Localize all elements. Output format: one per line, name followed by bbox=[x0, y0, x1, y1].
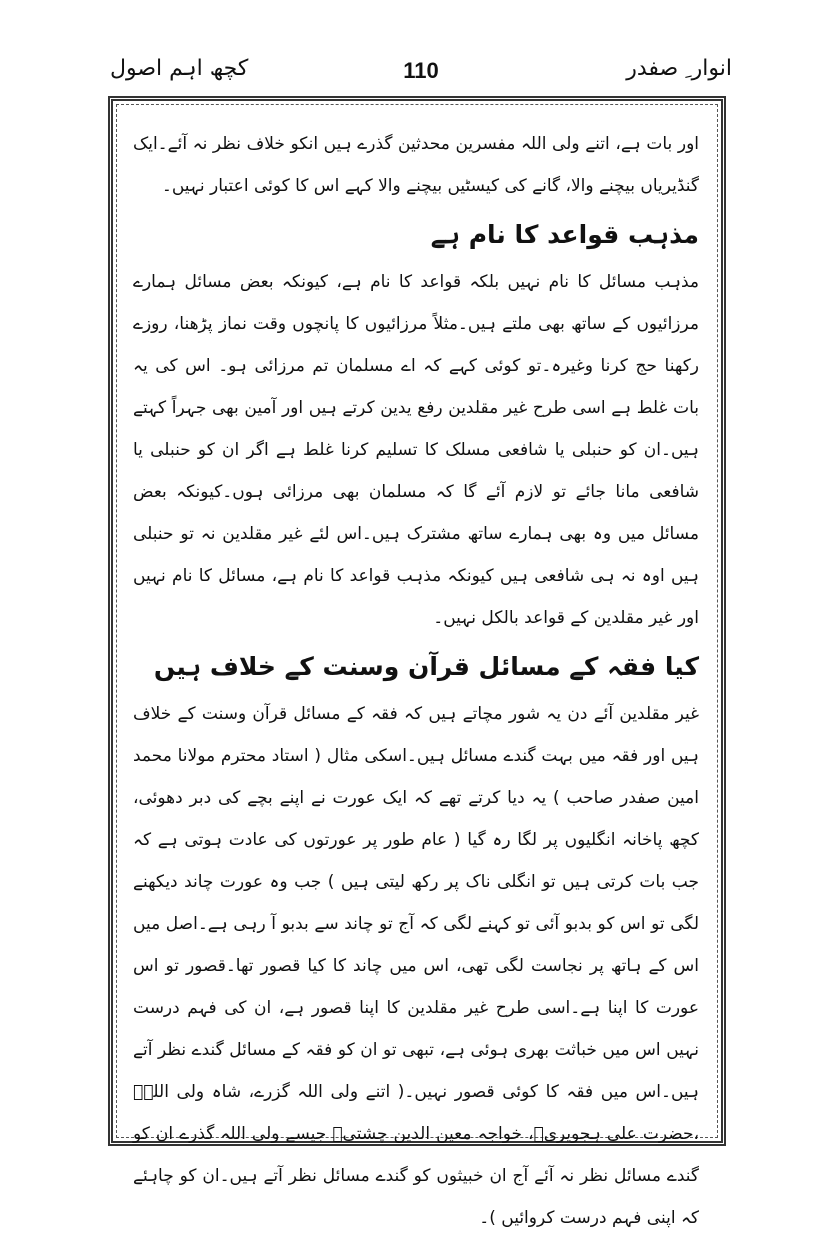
section-heading-madhab: مذہب قواعد کا نام ہے bbox=[430, 220, 699, 249]
page-border-frame bbox=[108, 96, 726, 1228]
page-header bbox=[110, 56, 732, 92]
book-title: انوار ِ صفدر bbox=[626, 56, 732, 81]
page-content bbox=[133, 123, 699, 1239]
chapter-title: کچھ اہم اصول bbox=[110, 56, 249, 81]
section-heading-fiqh: کیا فقہ کے مسائل قرآن وسنت کے خلاف ہیں bbox=[153, 652, 699, 681]
section-paragraph-fiqh: غیر مقلدین آئے دن یہ شور مچاتے ہیں کہ فقہ کے مسائل قرآن وسنت کے خلاف ہیں اور فقہ میں بہت گندے مسائل ہیں۔اسکی مثال ( استاد محترم مولانا محمد امین صفدر صاحب ) یہ دیا کرتے تھے کہ ایک عورت نے اپنے بچے کی دبر دھوئی، کچھ پاخانہ انگلیوں پر لگا رہ گیا ( عام طور پر عورتوں کی عادت ہوتی ہے کہ جب بات کرتی ہیں تو انگلی ناک پر رکھ لیتی ہیں ) جب وہ عورت چاند دیکھنے لگی تو اس کو بدبو آئی تو کہنے لگی کہ آج تو چاند سے بدبو آ رہی ہے۔اصل میں اس کے ہاتھ پر نجاست لگی تھی، اس میں چاند کا کیا قصور تھا۔قصور تو اس عورت کا اپنا ہے۔اسی طرح غیر مقلدین کا اپنا قصور ہے، ان کی فہم درست نہیں اس میں خباثت بھری ہوئی ہے، تبھی تو ان کو فقہ کے مسائل گندے نظر آتے ہیں۔اس میں فقہ کا کوئی قصور نہیں۔( اتنے ولی اللہ گزرے، شاہ ولی اللہؒ ،حضرت علی ہجویریؒ، خواجہ معین الدین چشتیؒ جیسے ولی اللہ گذرے ان کو گندے مسائل نظر نہ آئے آج ان خبیثوں کو گندے مسائل نظر آتے ہیں۔ان کو چاہئے کہ اپنی فہم درست کروائیں )۔ bbox=[133, 704, 699, 1228]
section-paragraph-madhab: مذہب مسائل کا نام نہیں بلکہ قواعد کا نام ہے، کیونکہ بعض مسائل ہمارے مرزائیوں کے ساتھ بھی ملتے ہیں۔مثلاً مرزائیوں کا پانچوں وقت نماز پڑھنا، روزے رکھنا حج کرنا وغیرہ۔تو کوئی کہے کہ اے مسلمان تم مرزائی ہو۔ اس کی یہ بات غلط ہے اسی طرح غیر مقلدین رفع یدین کرتے ہیں اور آمین بھی جہراً کہتے ہیں۔ان کو حنبلی یا شافعی مسلک کا تسلیم کرنا غلط ہے اگر ان کو حنبلی یا شافعی مانا جائے تو لازم آئے گا کہ مسلمان بھی مرزائی ہوں۔کیونکہ بعض مسائل میں وہ بھی ہمارے ساتھ مشترک ہیں۔اس لئے غیر مقلدین نہ تو حنبلی ہیں اوہ نہ ہی شافعی ہیں کیونکہ مذہب قواعد کا نام ہے، مسائل کا نام نہیں اور غیر مقلدین کے قواعد بالکل نہیں۔ bbox=[133, 272, 699, 628]
intro-paragraph: اور بات ہے، اتنے ولی اللہ مفسرین محدثین گذرے ہیں انکو خلاف نظر نہ آئے۔ایک گنڈیریاں بیچنے والا، گانے کی کیسٹیں بیچنے والا کہے اس کا کوئی اعتبار نہیں۔ bbox=[133, 134, 699, 196]
page-number: 110 bbox=[403, 58, 439, 83]
